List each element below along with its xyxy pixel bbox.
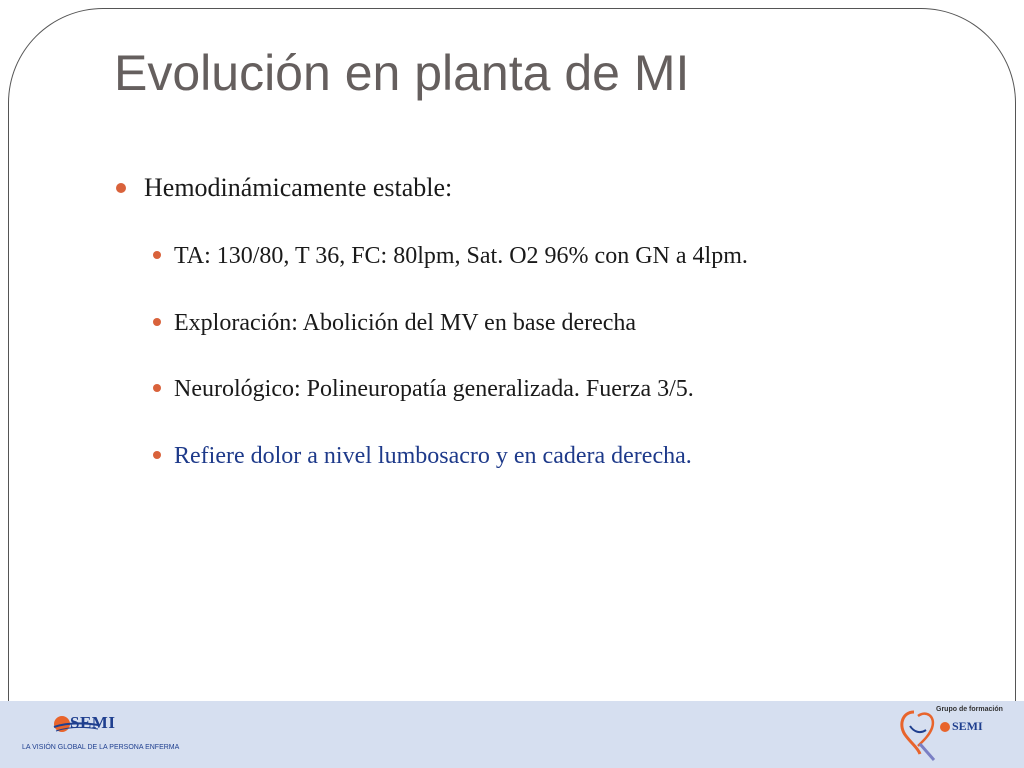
bullet-dot bbox=[153, 384, 161, 392]
bullet-dot bbox=[153, 251, 161, 259]
bullet-text: Hemodinámicamente estable: bbox=[144, 173, 453, 202]
semi-training-logo bbox=[896, 704, 1006, 764]
bullet-text: Refiere dolor a nivel lumbosacro y en cadera derecha. bbox=[174, 443, 692, 469]
heart-ribbon-icon bbox=[896, 704, 940, 762]
semi-training-wordmark: SEMI bbox=[952, 719, 983, 733]
bullet-text: Exploración: Abolición del MV en base derecha bbox=[174, 310, 637, 336]
bullet-text: TA: 130/80, T 36, FC: 80lpm, Sat. O2 96% con GN a 4lpm. bbox=[174, 243, 748, 269]
training-group-caption: Grupo de formación bbox=[936, 706, 1003, 713]
bullet-dot bbox=[116, 183, 126, 193]
bullet-dot bbox=[153, 451, 161, 459]
slide-title: Evolución en planta de MI bbox=[114, 45, 690, 101]
bullet-text: Neurológico: Polineuropatía generalizada. Fuerza 3/5. bbox=[174, 376, 694, 402]
bullet-dot bbox=[153, 318, 161, 326]
semi-logo bbox=[22, 711, 180, 759]
semi-logo-wordmark: SEMI bbox=[70, 713, 116, 732]
semi-logo-tagline: LA VISIÓN GLOBAL DE LA PERSONA ENFERMA bbox=[22, 744, 180, 751]
